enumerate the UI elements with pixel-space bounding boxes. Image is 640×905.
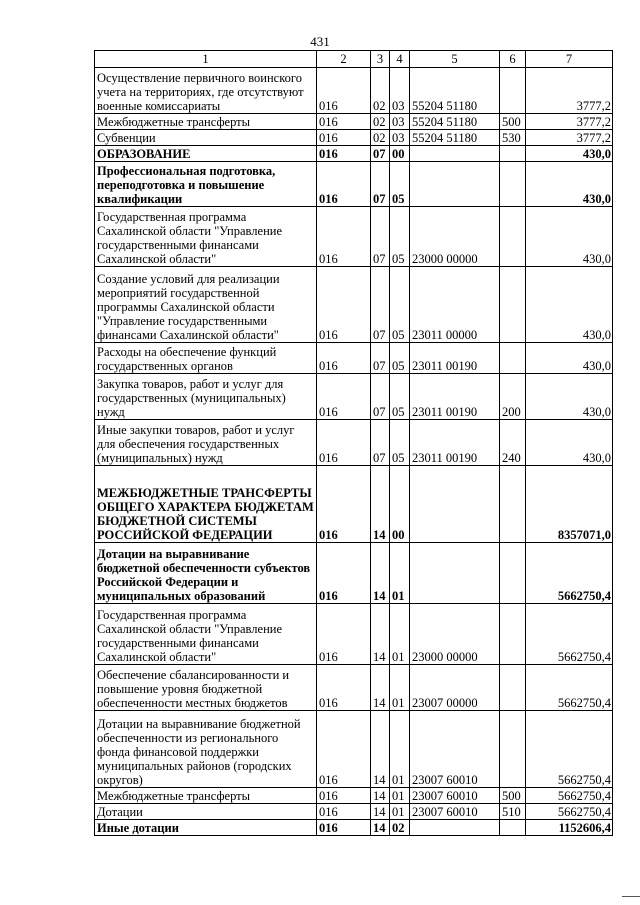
row-amount: 430,0	[526, 420, 613, 466]
row-admin-code: 016	[317, 665, 371, 711]
table-row	[95, 68, 613, 114]
row-amount: 430,0	[526, 162, 613, 207]
budget-table	[94, 50, 613, 836]
row-name: Профессиональная подготовка, переподготовка и повышение квалификации	[95, 162, 317, 207]
row-subsection: 01	[390, 711, 410, 788]
row-subsection: 00	[390, 146, 410, 162]
header-cell: 2	[317, 51, 371, 68]
row-admin-code: 016	[317, 343, 371, 374]
row-admin-code: 016	[317, 820, 371, 836]
row-section: 14	[371, 788, 390, 804]
row-name: МЕЖБЮДЖЕТНЫЕ ТРАНСФЕРТЫ ОБЩЕГО ХАРАКТЕРА БЮДЖЕТАМ БЮДЖЕТНОЙ СИСТЕМЫ РОССИЙСКОЙ ФЕДЕРАЦИИ	[95, 466, 317, 543]
table-row	[95, 267, 613, 343]
row-subsection: 00	[390, 466, 410, 543]
row-subsection: 03	[390, 68, 410, 114]
row-name: ОБРАЗОВАНИЕ	[95, 146, 317, 162]
table-row	[95, 374, 613, 420]
row-section: 07	[371, 420, 390, 466]
row-subsection: 03	[390, 130, 410, 146]
row-subsection: 01	[390, 804, 410, 820]
row-subsection: 05	[390, 343, 410, 374]
row-admin-code: 016	[317, 130, 371, 146]
header-cell: 5	[410, 51, 500, 68]
row-admin-code: 016	[317, 267, 371, 343]
row-expense-type: 240	[500, 420, 526, 466]
row-subsection: 02	[390, 820, 410, 836]
row-admin-code: 016	[317, 68, 371, 114]
row-name: Создание условий для реализации мероприятий государственной программы Сахалинской области "Управление государственными финансами Сахалинской области"	[95, 267, 317, 343]
row-subsection: 05	[390, 267, 410, 343]
row-admin-code: 016	[317, 207, 371, 267]
row-expense-type	[500, 466, 526, 543]
row-target-article	[410, 820, 500, 836]
table-row	[95, 466, 613, 543]
header-row	[95, 51, 613, 68]
row-subsection: 05	[390, 162, 410, 207]
row-admin-code: 016	[317, 146, 371, 162]
table-row	[95, 162, 613, 207]
row-amount: 8357071,0	[526, 466, 613, 543]
row-amount: 5662750,4	[526, 711, 613, 788]
table-row	[95, 604, 613, 665]
row-subsection: 03	[390, 114, 410, 130]
row-section: 14	[371, 466, 390, 543]
row-section: 14	[371, 604, 390, 665]
row-expense-type	[500, 343, 526, 374]
row-expense-type: 500	[500, 788, 526, 804]
header-cell: 3	[371, 51, 390, 68]
row-amount: 430,0	[526, 374, 613, 420]
header-cell: 7	[526, 51, 613, 68]
row-section: 14	[371, 665, 390, 711]
header-cell: 4	[390, 51, 410, 68]
row-section: 14	[371, 804, 390, 820]
row-expense-type	[500, 820, 526, 836]
row-name: Иные закупки товаров, работ и услуг для обеспечения государственных (муниципальных) нужд	[95, 420, 317, 466]
row-expense-type	[500, 543, 526, 604]
row-target-article	[410, 543, 500, 604]
row-amount: 430,0	[526, 146, 613, 162]
row-subsection: 01	[390, 665, 410, 711]
row-amount: 1152606,4	[526, 820, 613, 836]
row-subsection: 05	[390, 207, 410, 267]
row-name: Межбюджетные трансферты	[95, 114, 317, 130]
row-name: Осуществление первичного воинского учета на территориях, где отсутствуют военные комиссариаты	[95, 68, 317, 114]
table-row	[95, 820, 613, 836]
row-name: Субвенции	[95, 130, 317, 146]
row-section: 14	[371, 711, 390, 788]
row-section: 07	[371, 267, 390, 343]
table-row	[95, 788, 613, 804]
row-admin-code: 016	[317, 711, 371, 788]
row-target-article: 23007 60010	[410, 711, 500, 788]
table-row	[95, 543, 613, 604]
row-target-article: 55204 51180	[410, 114, 500, 130]
row-amount: 5662750,4	[526, 804, 613, 820]
table-row	[95, 343, 613, 374]
table-row	[95, 207, 613, 267]
row-section: 14	[371, 543, 390, 604]
row-name: Государственная программа Сахалинской области "Управление государственными финансами Сахалинской области"	[95, 207, 317, 267]
row-name: Дотации	[95, 804, 317, 820]
row-name: Дотации на выравнивание бюджетной обеспеченности субъектов Российской Федерации и муниципальных образований	[95, 543, 317, 604]
row-subsection: 01	[390, 543, 410, 604]
row-amount: 5662750,4	[526, 665, 613, 711]
row-amount: 430,0	[526, 207, 613, 267]
row-expense-type	[500, 665, 526, 711]
row-expense-type	[500, 146, 526, 162]
row-expense-type	[500, 267, 526, 343]
row-section: 07	[371, 146, 390, 162]
table-row	[95, 146, 613, 162]
row-section: 14	[371, 820, 390, 836]
row-subsection: 01	[390, 788, 410, 804]
row-target-article: 23000 00000	[410, 604, 500, 665]
row-admin-code: 016	[317, 162, 371, 207]
row-admin-code: 016	[317, 114, 371, 130]
row-target-article	[410, 162, 500, 207]
row-expense-type	[500, 711, 526, 788]
table-row	[95, 420, 613, 466]
row-section: 02	[371, 130, 390, 146]
row-amount: 3777,2	[526, 68, 613, 114]
row-amount: 3777,2	[526, 130, 613, 146]
row-expense-type: 200	[500, 374, 526, 420]
row-expense-type	[500, 604, 526, 665]
table-row	[95, 130, 613, 146]
row-target-article: 23000 00000	[410, 207, 500, 267]
row-section: 07	[371, 207, 390, 267]
table-row	[95, 711, 613, 788]
row-target-article: 23007 60010	[410, 788, 500, 804]
row-section: 02	[371, 114, 390, 130]
row-target-article: 55204 51180	[410, 130, 500, 146]
row-target-article	[410, 466, 500, 543]
row-target-article: 55204 51180	[410, 68, 500, 114]
row-target-article	[410, 146, 500, 162]
row-name: Государственная программа Сахалинской области "Управление государственными финансами Сахалинской области"	[95, 604, 317, 665]
row-expense-type: 500	[500, 114, 526, 130]
row-name: Межбюджетные трансферты	[95, 788, 317, 804]
scan-mark	[622, 896, 640, 897]
row-admin-code: 016	[317, 420, 371, 466]
row-section: 02	[371, 68, 390, 114]
row-amount: 5662750,4	[526, 604, 613, 665]
row-name: Расходы на обеспечение функций государственных органов	[95, 343, 317, 374]
row-expense-type: 510	[500, 804, 526, 820]
row-name: Обеспечение сбалансированности и повышение уровня бюджетной обеспеченности местных бюджетов	[95, 665, 317, 711]
row-subsection: 01	[390, 604, 410, 665]
row-amount: 3777,2	[526, 114, 613, 130]
table-row	[95, 804, 613, 820]
row-expense-type	[500, 162, 526, 207]
header-cell: 1	[95, 51, 317, 68]
row-amount: 5662750,4	[526, 543, 613, 604]
row-section: 07	[371, 162, 390, 207]
header-cell: 6	[500, 51, 526, 68]
row-target-article: 23011 00190	[410, 343, 500, 374]
row-amount: 430,0	[526, 343, 613, 374]
row-subsection: 05	[390, 374, 410, 420]
row-target-article: 23011 00000	[410, 267, 500, 343]
row-admin-code: 016	[317, 543, 371, 604]
row-amount: 5662750,4	[526, 788, 613, 804]
row-admin-code: 016	[317, 604, 371, 665]
row-expense-type	[500, 68, 526, 114]
table-row	[95, 665, 613, 711]
row-expense-type: 530	[500, 130, 526, 146]
row-admin-code: 016	[317, 466, 371, 543]
table-row	[95, 114, 613, 130]
row-name: Иные дотации	[95, 820, 317, 836]
row-admin-code: 016	[317, 374, 371, 420]
row-expense-type	[500, 207, 526, 267]
row-subsection: 05	[390, 420, 410, 466]
row-amount: 430,0	[526, 267, 613, 343]
row-admin-code: 016	[317, 788, 371, 804]
row-target-article: 23007 60010	[410, 804, 500, 820]
row-name: Дотации на выравнивание бюджетной обеспеченности из регионального фонда финансовой поддержки муниципальных районов (городских округов)	[95, 711, 317, 788]
row-target-article: 23007 00000	[410, 665, 500, 711]
row-target-article: 23011 00190	[410, 374, 500, 420]
row-section: 07	[371, 374, 390, 420]
row-name: Закупка товаров, работ и услуг для государственных (муниципальных) нужд	[95, 374, 317, 420]
page-number: 431	[310, 34, 330, 49]
row-admin-code: 016	[317, 804, 371, 820]
row-section: 07	[371, 343, 390, 374]
row-target-article: 23011 00190	[410, 420, 500, 466]
